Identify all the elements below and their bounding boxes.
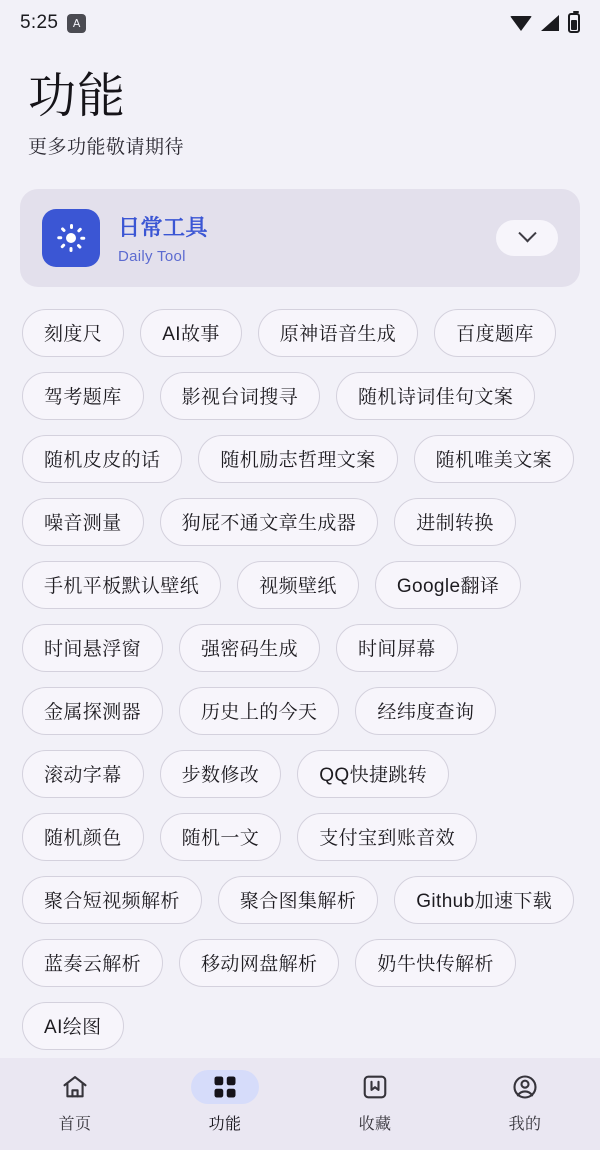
feature-chip[interactable]: AI故事 bbox=[140, 309, 242, 357]
sun-icon bbox=[42, 209, 100, 267]
feature-chip[interactable]: 手机平板默认壁纸 bbox=[22, 561, 221, 609]
feature-chip[interactable]: 随机唯美文案 bbox=[414, 435, 574, 483]
feature-chip[interactable]: 狗屁不通文章生成器 bbox=[160, 498, 379, 546]
feature-chip-list bbox=[0, 287, 600, 1058]
feature-chip[interactable]: 随机颜色 bbox=[22, 813, 144, 861]
page-title: 功能 bbox=[28, 70, 127, 123]
feature-chip[interactable]: 支付宝到账音效 bbox=[297, 813, 477, 861]
feature-chip[interactable]: 随机一文 bbox=[160, 813, 282, 861]
feature-chip[interactable]: 经纬度查询 bbox=[355, 687, 496, 735]
home-icon bbox=[41, 1070, 109, 1104]
bottom-navigation bbox=[0, 1058, 600, 1150]
status-clock: 5:25 bbox=[20, 12, 59, 33]
group-card-subtitle: Daily Tool bbox=[118, 247, 186, 265]
feature-chip[interactable]: 进制转换 bbox=[394, 498, 516, 546]
feature-chip[interactable]: 噪音测量 bbox=[22, 498, 144, 546]
feature-chip[interactable]: 强密码生成 bbox=[179, 624, 320, 672]
nav-item-label: 我的 bbox=[508, 1115, 542, 1133]
feature-chip[interactable]: 随机皮皮的话 bbox=[22, 435, 182, 483]
nav-item-label: 首页 bbox=[58, 1115, 92, 1133]
feature-chip[interactable]: 刻度尺 bbox=[22, 309, 124, 357]
feature-chip[interactable]: 随机诗词佳句文案 bbox=[336, 372, 535, 420]
nav-item-label: 功能 bbox=[208, 1115, 242, 1133]
feature-chip[interactable]: 视频壁纸 bbox=[237, 561, 359, 609]
feature-chip[interactable]: 蓝奏云解析 bbox=[22, 939, 163, 987]
group-card-title: 日常工具 bbox=[118, 214, 209, 240]
grid-icon bbox=[191, 1070, 259, 1104]
feature-chip[interactable]: 影视台词搜寻 bbox=[160, 372, 320, 420]
group-card-texts bbox=[118, 211, 478, 265]
feature-chip[interactable]: 历史上的今天 bbox=[179, 687, 339, 735]
sun-glyph bbox=[57, 224, 85, 252]
feature-chip[interactable]: 随机励志哲理文案 bbox=[198, 435, 397, 483]
nav-item-我的[interactable] bbox=[450, 1070, 600, 1134]
feature-chip[interactable]: 时间悬浮窗 bbox=[22, 624, 163, 672]
wifi-icon bbox=[510, 16, 532, 31]
signal-icon bbox=[541, 15, 559, 31]
feature-chip[interactable]: 步数修改 bbox=[160, 750, 282, 798]
feature-chip[interactable]: Github加速下载 bbox=[394, 876, 574, 924]
nav-item-功能[interactable] bbox=[150, 1070, 300, 1134]
status-bar-right bbox=[510, 13, 580, 33]
feature-chip[interactable]: 奶牛快传解析 bbox=[355, 939, 515, 987]
expand-group-button[interactable] bbox=[496, 220, 558, 256]
feature-chip[interactable]: 滚动字幕 bbox=[22, 750, 144, 798]
feature-chip[interactable]: 移动网盘解析 bbox=[179, 939, 339, 987]
battery-icon bbox=[568, 13, 580, 33]
feature-chip[interactable]: 时间屏幕 bbox=[336, 624, 458, 672]
page-header bbox=[0, 46, 600, 177]
feature-chip[interactable]: 原神语音生成 bbox=[258, 309, 418, 357]
feature-chip[interactable]: 聚合图集解析 bbox=[218, 876, 378, 924]
bookmark-icon bbox=[341, 1070, 409, 1104]
nav-item-label: 收藏 bbox=[358, 1115, 392, 1133]
notification-badge-icon: A bbox=[67, 14, 86, 33]
status-bar bbox=[0, 0, 600, 46]
feature-chip[interactable]: 聚合短视频解析 bbox=[22, 876, 202, 924]
nav-item-首页[interactable] bbox=[0, 1070, 150, 1134]
sun-core bbox=[66, 233, 76, 243]
page-subtitle: 更多功能敬请期待 bbox=[28, 136, 185, 158]
nav-item-收藏[interactable] bbox=[300, 1070, 450, 1134]
feature-chip[interactable]: 金属探测器 bbox=[22, 687, 163, 735]
feature-chip[interactable]: QQ快捷跳转 bbox=[297, 750, 449, 798]
feature-chip[interactable]: AI绘图 bbox=[22, 1002, 124, 1050]
chevron-down-icon bbox=[518, 224, 536, 242]
feature-chip[interactable]: Google翻译 bbox=[375, 561, 521, 609]
feature-chip[interactable]: 百度题库 bbox=[434, 309, 556, 357]
account-icon bbox=[491, 1070, 559, 1104]
feature-chip[interactable]: 驾考题库 bbox=[22, 372, 144, 420]
group-card-daily-tool[interactable] bbox=[20, 189, 580, 287]
content-area bbox=[0, 177, 600, 1058]
status-bar-left bbox=[20, 12, 86, 34]
